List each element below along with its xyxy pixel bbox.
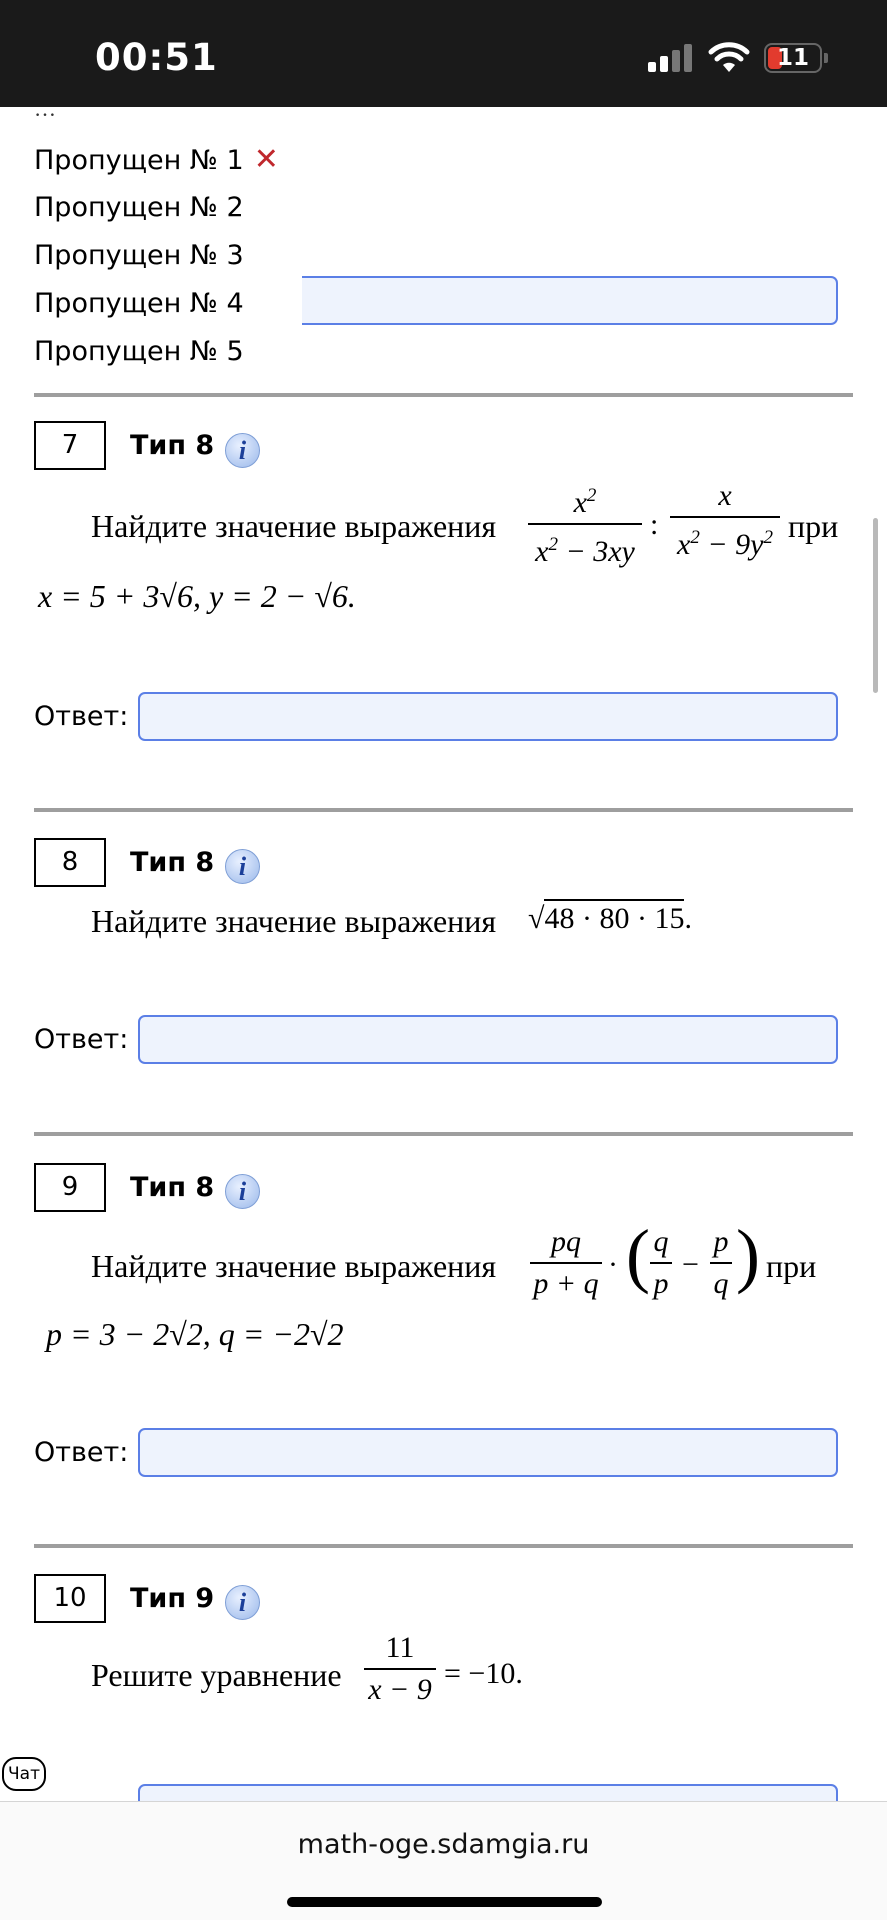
problem-text-suffix: при [766,1248,817,1284]
battery-level: 11 [776,45,809,71]
gap-item: Пропущен № 1 ✕ [34,142,279,177]
task-number: 10 [34,1574,106,1623]
divider [34,1132,853,1136]
answer-input[interactable] [138,1015,838,1064]
answer-input[interactable] [138,692,838,741]
problem-text: Найдите значение выражения [91,508,497,544]
truncated-previous-text: … [34,96,56,121]
chat-button[interactable]: Чат [2,1757,46,1791]
gap-list [34,140,279,380]
gap-item: Пропущен № 3 [34,240,244,271]
problem-text-suffix: при [788,508,839,544]
info-icon[interactable]: i [225,433,260,468]
problem-condition: p = 3 − 2√2, q = −2√2 [46,1316,344,1352]
fraction: pq p + q [530,1224,602,1302]
info-icon[interactable]: i [225,1585,260,1620]
scrollbar[interactable] [873,518,878,693]
fraction: 11 x − 9 [364,1630,436,1708]
battery-icon [764,43,822,73]
task-number: 8 [34,838,106,887]
divider [34,808,853,812]
cellular-signal-icon [648,44,694,72]
gap-item: Пропущен № 5 [34,336,244,367]
close-icon[interactable]: ✕ [253,142,279,177]
task-number: 9 [34,1163,106,1212]
answer-label: Ответ: [34,701,129,732]
url-bar[interactable]: math-oge.sdamgia.ru [297,1829,590,1860]
browser-bottom-bar [0,1801,887,1920]
divider [34,393,853,397]
task-number: 7 [34,421,106,470]
fraction: x $x^2 - 9y^2$ [670,478,780,563]
answer-input[interactable] [138,1428,838,1477]
status-time: 00:51 [95,36,218,79]
problem-text: Решите уравнение [91,1657,342,1693]
fraction: q p [650,1224,672,1302]
problem-condition: x = 5 + 3√6, y = 2 − √6. [38,578,356,614]
task-type: Тип 8 [130,430,215,461]
fraction: p q [710,1224,732,1302]
problem-text: Найдите значение выражения [91,903,497,939]
sqrt-expression: √48 · 80 · 15. [528,902,692,936]
home-indicator[interactable] [287,1897,602,1907]
fraction: $x^2$ $x^2 - 3xy$ [528,478,642,570]
task-type: Тип 8 [130,847,215,878]
status-bar [0,0,887,107]
info-icon[interactable]: i [225,849,260,884]
gap-item: Пропущен № 2 [34,192,244,223]
task-type: Тип 9 [130,1583,215,1614]
gap-answer-input[interactable] [302,276,838,325]
divider [34,1544,853,1548]
answer-label: Ответ: [34,1437,129,1468]
task-type: Тип 8 [130,1172,215,1203]
equation-rhs: = −10. [444,1657,523,1690]
info-icon[interactable]: i [225,1174,260,1209]
gap-item: Пропущен № 4 [34,288,244,319]
wifi-icon [708,42,750,74]
answer-label: Ответ: [34,1024,129,1055]
problem-text: Найдите значение выражения [91,1248,497,1284]
